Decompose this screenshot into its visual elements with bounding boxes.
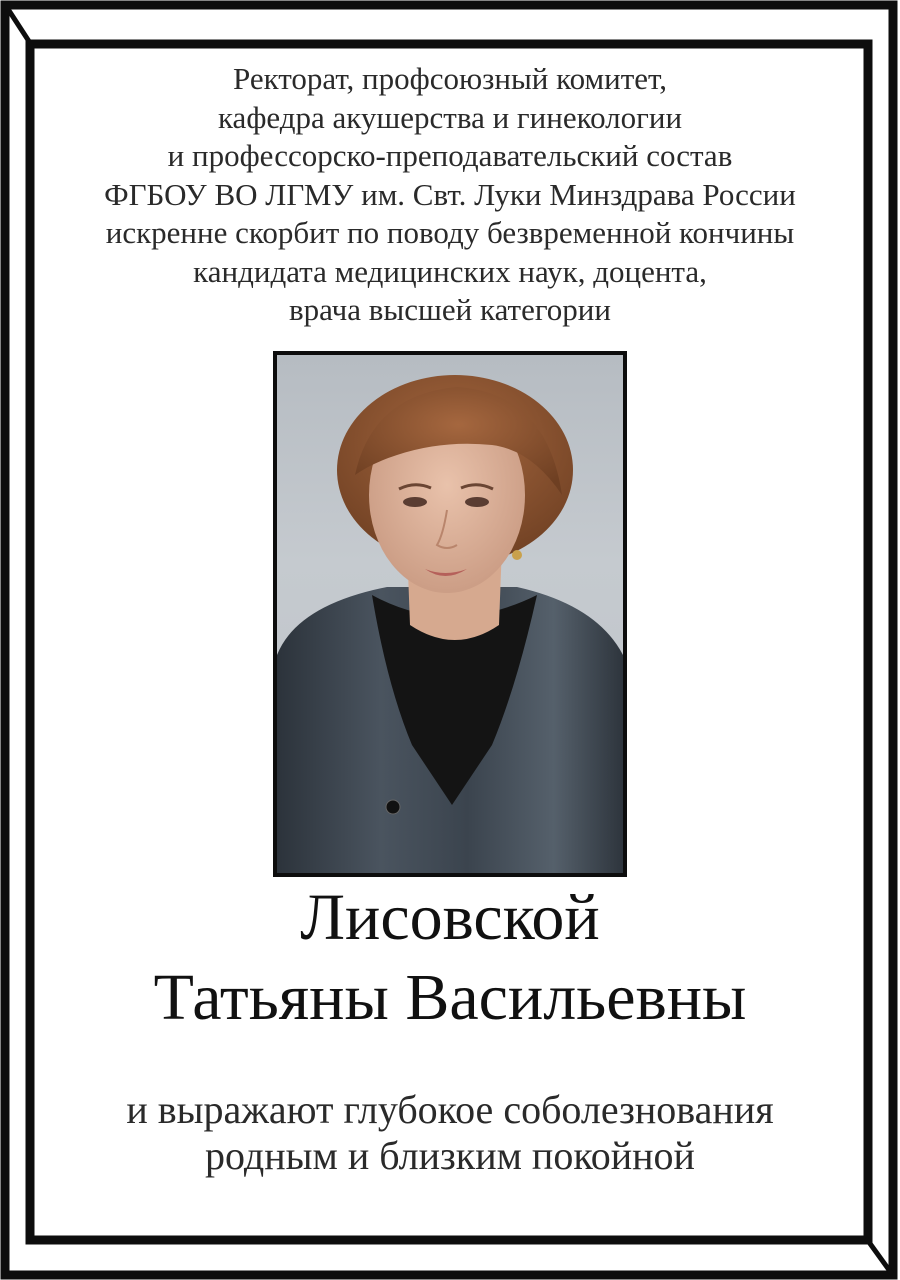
header-line: ФГБОУ ВО ЛГМУ им. Свт. Луки Минздрава России	[104, 176, 796, 212]
corner-bevel-top-left	[6, 6, 32, 46]
portrait-photo	[273, 351, 627, 877]
header-line: врача высшей категории	[289, 292, 611, 327]
header-line: кандидата медицинских наук, доцента,	[193, 253, 707, 289]
jacket-button	[386, 800, 400, 814]
header-line: искренне скорбит по поводу безвременной кончины	[105, 215, 795, 250]
header-line: и профессорско-преподавательский состав	[167, 138, 733, 173]
right-eye	[465, 497, 489, 507]
deceased-name	[40, 878, 860, 1038]
portrait-illustration	[277, 355, 623, 873]
left-eye	[403, 497, 427, 507]
condolence-closing	[40, 1087, 860, 1179]
condolence-header	[40, 60, 860, 330]
closing-line: родным и близким покойной	[205, 1133, 695, 1178]
header-line: кафедра акушерства и гинекологии	[217, 99, 683, 135]
earring	[512, 550, 522, 560]
corner-bevel-bottom-right	[866, 1238, 892, 1274]
closing-line: и выражают глубокое соболезнования	[126, 1087, 774, 1132]
header-line: Ректорат, профсоюзный комитет,	[232, 61, 668, 96]
given-names: Татьяны Васильевны	[153, 961, 747, 1034]
surname: Лисовской	[300, 881, 600, 954]
